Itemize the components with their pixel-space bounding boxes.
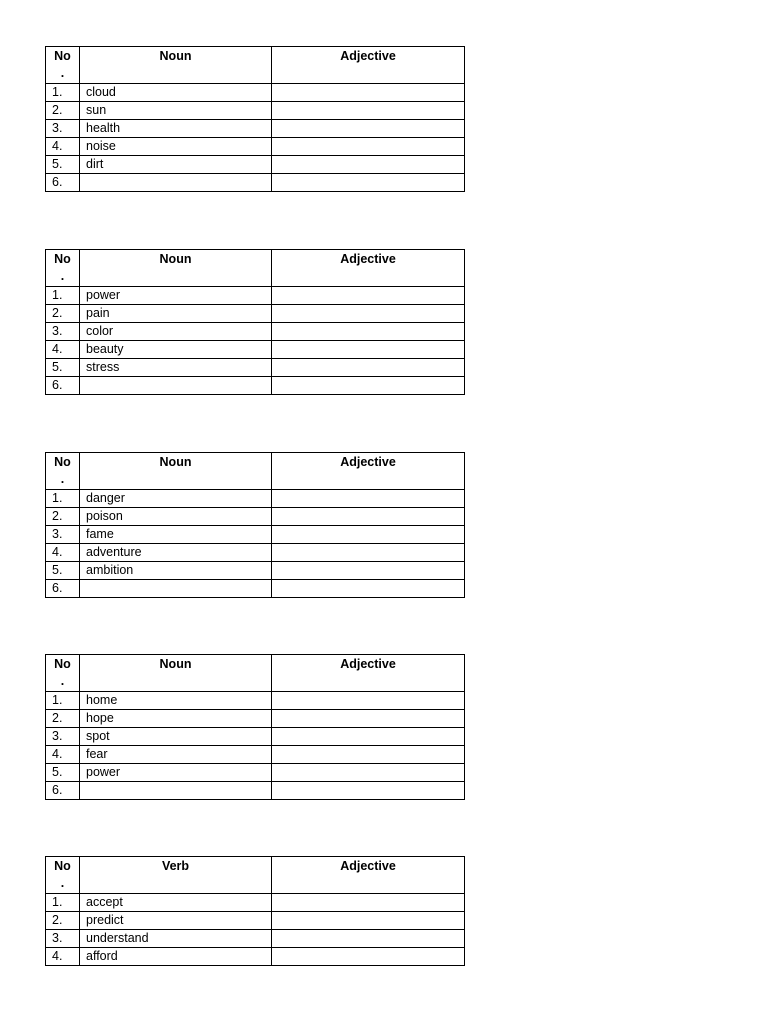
source-word: spot [80, 728, 272, 746]
answer-cell[interactable] [272, 746, 465, 764]
source-word: home [80, 692, 272, 710]
source-word: adventure [80, 544, 272, 562]
answer-cell[interactable] [272, 526, 465, 544]
adjective-column-header: Adjective [272, 655, 465, 692]
number-column-header: No . [46, 250, 80, 287]
answer-cell[interactable] [272, 377, 465, 395]
adjective-column-header: Adjective [272, 453, 465, 490]
word-form-table-1 [45, 46, 465, 192]
source-word: accept [80, 894, 272, 912]
row-number: 4. [46, 138, 80, 156]
source-word: hope [80, 710, 272, 728]
word-form-table-3 [45, 452, 465, 598]
source-word: pain [80, 305, 272, 323]
answer-cell[interactable] [272, 894, 465, 912]
row-number: 4. [46, 341, 80, 359]
table-row [46, 728, 465, 746]
table-row [46, 544, 465, 562]
table-header-row [46, 857, 465, 894]
source-word: cloud [80, 84, 272, 102]
source-word: fame [80, 526, 272, 544]
table-header-row [46, 453, 465, 490]
source-word: color [80, 323, 272, 341]
number-column-header: No . [46, 47, 80, 84]
word-form-table-2 [45, 249, 465, 395]
row-number: 6. [46, 580, 80, 598]
answer-cell[interactable] [272, 692, 465, 710]
source-word: dirt [80, 156, 272, 174]
table-header-row [46, 47, 465, 84]
source-word: fear [80, 746, 272, 764]
answer-cell[interactable] [272, 912, 465, 930]
answer-cell[interactable] [272, 580, 465, 598]
row-number: 6. [46, 782, 80, 800]
row-number: 1. [46, 84, 80, 102]
row-number: 1. [46, 692, 80, 710]
row-number: 4. [46, 746, 80, 764]
number-column-header: No . [46, 453, 80, 490]
table-row [46, 508, 465, 526]
table-row [46, 580, 465, 598]
number-column-header: No . [46, 655, 80, 692]
word-form-table-5 [45, 856, 465, 966]
row-number: 2. [46, 305, 80, 323]
answer-cell[interactable] [272, 508, 465, 526]
table-row [46, 323, 465, 341]
source-word: power [80, 287, 272, 305]
table-row [46, 305, 465, 323]
row-number: 5. [46, 764, 80, 782]
row-number: 3. [46, 526, 80, 544]
table-row [46, 912, 465, 930]
table-row [46, 764, 465, 782]
table-row [46, 948, 465, 966]
word-form-table-4 [45, 654, 465, 800]
noun-column-header: Noun [80, 47, 272, 84]
noun-column-header: Noun [80, 655, 272, 692]
answer-cell[interactable] [272, 156, 465, 174]
table-row [46, 138, 465, 156]
source-word: health [80, 120, 272, 138]
row-number: 5. [46, 562, 80, 580]
source-word[interactable] [80, 580, 272, 598]
answer-cell[interactable] [272, 359, 465, 377]
row-number: 5. [46, 156, 80, 174]
table-row [46, 894, 465, 912]
answer-cell[interactable] [272, 710, 465, 728]
table-row [46, 102, 465, 120]
table-row [46, 287, 465, 305]
row-number: 3. [46, 120, 80, 138]
row-number: 2. [46, 508, 80, 526]
row-number: 1. [46, 287, 80, 305]
answer-cell[interactable] [272, 102, 465, 120]
row-number: 2. [46, 710, 80, 728]
source-word: afford [80, 948, 272, 966]
table-row [46, 692, 465, 710]
source-word: beauty [80, 341, 272, 359]
adjective-column-header: Adjective [272, 250, 465, 287]
table-row [46, 359, 465, 377]
table-row [46, 156, 465, 174]
answer-cell[interactable] [272, 287, 465, 305]
answer-cell[interactable] [272, 544, 465, 562]
verb-column-header: Verb [80, 857, 272, 894]
noun-column-header: Noun [80, 453, 272, 490]
answer-cell[interactable] [272, 138, 465, 156]
row-number: 2. [46, 912, 80, 930]
answer-cell[interactable] [272, 341, 465, 359]
answer-cell[interactable] [272, 323, 465, 341]
answer-cell[interactable] [272, 84, 465, 102]
table-row [46, 710, 465, 728]
table-row [46, 782, 465, 800]
source-word[interactable] [80, 174, 272, 192]
table-row [46, 562, 465, 580]
adjective-column-header: Adjective [272, 47, 465, 84]
row-number: 3. [46, 728, 80, 746]
source-word: sun [80, 102, 272, 120]
source-word: predict [80, 912, 272, 930]
noun-column-header: Noun [80, 250, 272, 287]
source-word: power [80, 764, 272, 782]
source-word: noise [80, 138, 272, 156]
answer-cell[interactable] [272, 930, 465, 948]
table-row [46, 174, 465, 192]
row-number: 1. [46, 490, 80, 508]
row-number: 4. [46, 544, 80, 562]
table-row [46, 120, 465, 138]
row-number: 6. [46, 377, 80, 395]
source-word: stress [80, 359, 272, 377]
row-number: 6. [46, 174, 80, 192]
table-row [46, 377, 465, 395]
row-number: 3. [46, 930, 80, 948]
source-word[interactable] [80, 782, 272, 800]
table-row [46, 341, 465, 359]
source-word: understand [80, 930, 272, 948]
table-header-row [46, 655, 465, 692]
number-column-header: No . [46, 857, 80, 894]
answer-cell[interactable] [272, 782, 465, 800]
answer-cell[interactable] [272, 490, 465, 508]
table-row [46, 526, 465, 544]
answer-cell[interactable] [272, 728, 465, 746]
table-row [46, 490, 465, 508]
table-row [46, 746, 465, 764]
source-word: danger [80, 490, 272, 508]
row-number: 1. [46, 894, 80, 912]
source-word[interactable] [80, 377, 272, 395]
row-number: 2. [46, 102, 80, 120]
answer-cell[interactable] [272, 174, 465, 192]
row-number: 3. [46, 323, 80, 341]
source-word: poison [80, 508, 272, 526]
row-number: 4. [46, 948, 80, 966]
table-row [46, 930, 465, 948]
answer-cell[interactable] [272, 305, 465, 323]
row-number: 5. [46, 359, 80, 377]
adjective-column-header: Adjective [272, 857, 465, 894]
source-word: ambition [80, 562, 272, 580]
answer-cell[interactable] [272, 948, 465, 966]
answer-cell[interactable] [272, 562, 465, 580]
answer-cell[interactable] [272, 764, 465, 782]
table-row [46, 84, 465, 102]
answer-cell[interactable] [272, 120, 465, 138]
table-header-row [46, 250, 465, 287]
